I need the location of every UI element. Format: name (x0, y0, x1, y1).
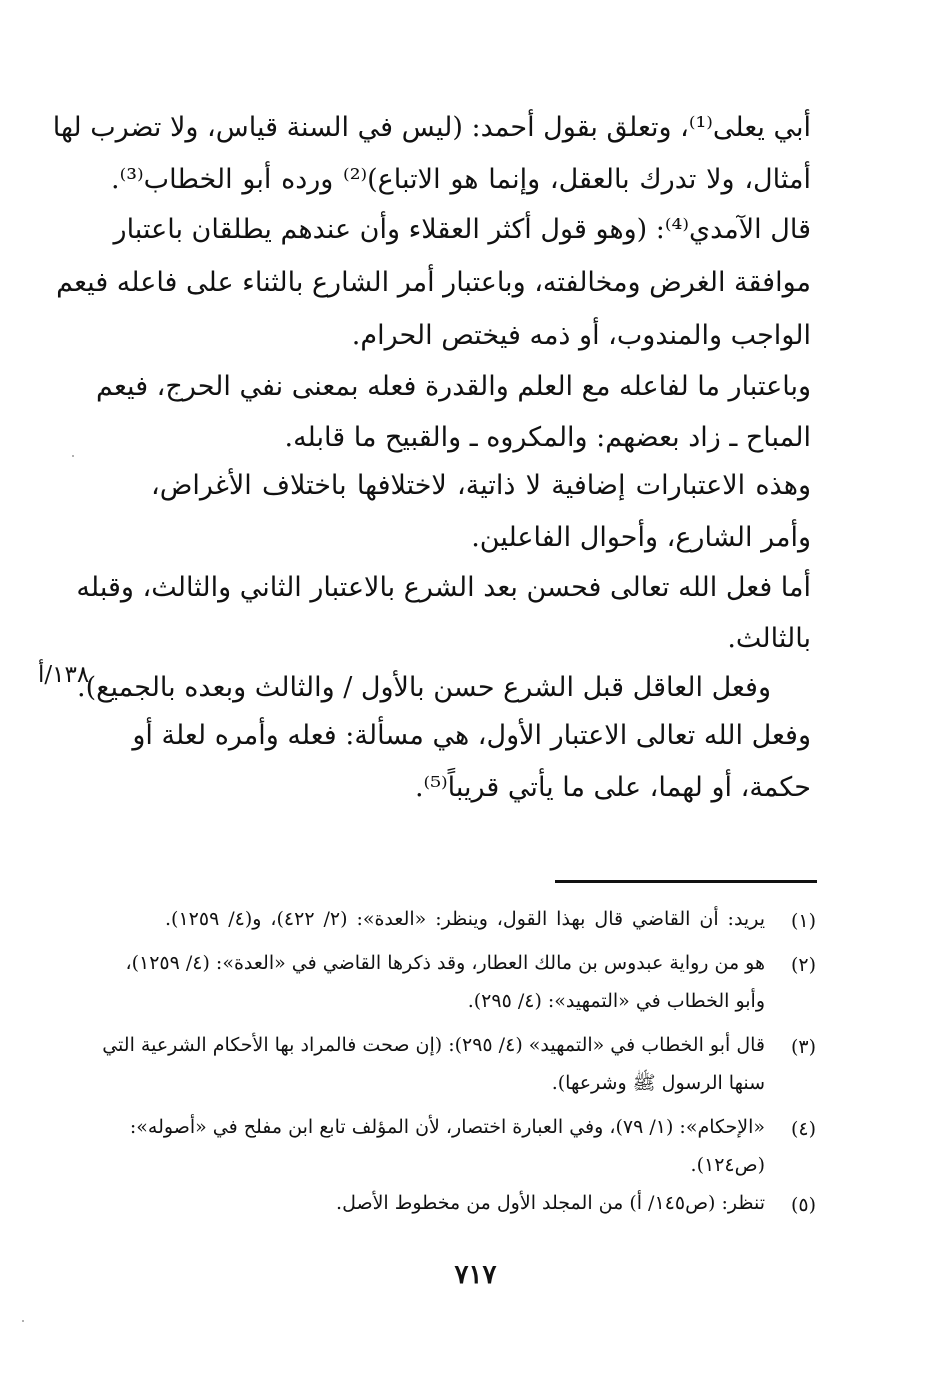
footnote-number: (١) (790, 910, 816, 932)
scan-speck (22, 1320, 24, 1322)
footnote-line: وأبو الخطاب في «التمهيد»: (٤/ ٢٩٥). (467, 990, 765, 1012)
footnote-line: قال أبو الخطاب في «التمهيد» (٤/ ٢٩٥): (إن صحت فالمراد بها الأحكام الشرعية التي (102, 1034, 765, 1056)
body-line: بالثالث. (727, 623, 811, 654)
footnote-line: تنظر: (ص١٤٥/ أ) من المجلد الأول من مخطوط الأصل. (336, 1192, 765, 1214)
body-line: المباح ـ زاد بعضهم: والمكروه ـ والقبيح ما قابله. (284, 422, 811, 453)
footnote-number: (٤) (790, 1118, 816, 1140)
body-line: الواجب والمندوب، أو ذمه فيختص الحرام. (351, 320, 811, 351)
body-line: أما فعل الله تعالى فحسن بعد الشرع بالاعتبار الثاني والثالث، وقبله (76, 572, 811, 603)
body-line: قال الآمدي⁽⁴⁾: (وهو قول أكثر العقلاء وأن عندهم يطلقان باعتبار (113, 214, 811, 245)
body-line: وفعل العاقل قبل الشرع حسن بالأول / والثالث وبعده بالجميع). (77, 672, 771, 703)
body-line: وأمر الشارع، وأحوال الفاعلين. (471, 522, 811, 553)
body-line: وفعل الله تعالى الاعتبار الأول، هي مسألة: فعله وأمره لعلة أو (132, 720, 811, 751)
footnote-line: يريد: أن القاضي قال بهذا القول، وينظر: «العدة»: (٢/ ٤٢٢)، و(٤/ ١٢٥٩). (165, 908, 765, 930)
body-line: وباعتبار ما لفاعله مع العلم والقدرة فعله بمعنى نفي الحرج، فيعم (96, 371, 811, 402)
footnote-number: (٢) (790, 954, 816, 976)
footnote-number: (٥) (790, 1194, 816, 1216)
page-number: ٧١٧ (454, 1260, 497, 1290)
scan-speck (72, 455, 74, 457)
body-line: وهذه الاعتبارات إضافية لا ذاتية، لاختلافها باختلاف الأغراض، (151, 470, 811, 501)
body-line: أمثال، ولا تدرك بالعقل، وإنما هو الاتباع)⁽²⁾ ورده أبو الخطاب⁽³⁾. (111, 164, 811, 195)
footnote-line: سنها الرسول ﷺ وشرعها). (551, 1072, 765, 1094)
body-line: أبي يعلى⁽¹⁾، وتعلق بقول أحمد: (ليس في السنة قياس، ولا تضرب لها (52, 112, 811, 143)
footnote-line: «الإحكام»: (١/ ٧٩)، وفي العبارة اختصار، لأن المؤلف تابع ابن مفلح في «أصوله»: (129, 1116, 765, 1138)
margin-folio-note: ١٣٨/أ (38, 662, 90, 688)
body-line: حكمة، أو لهما، على ما يأتي قريباً⁽⁵⁾. (414, 772, 811, 803)
footnote-line: (ص١٢٤). (690, 1154, 765, 1176)
footnote-separator (555, 880, 817, 883)
footnote-line: هو من رواية عبدوس بن مالك العطار، وقد ذكرها القاضي في «العدة»: (٤/ ١٢٥٩)، (125, 952, 765, 974)
footnote-number: (٣) (790, 1036, 816, 1058)
body-line: موافقة الغرض ومخالفته، وباعتبار أمر الشارع بالثناء على فاعله فيعم (56, 267, 811, 298)
